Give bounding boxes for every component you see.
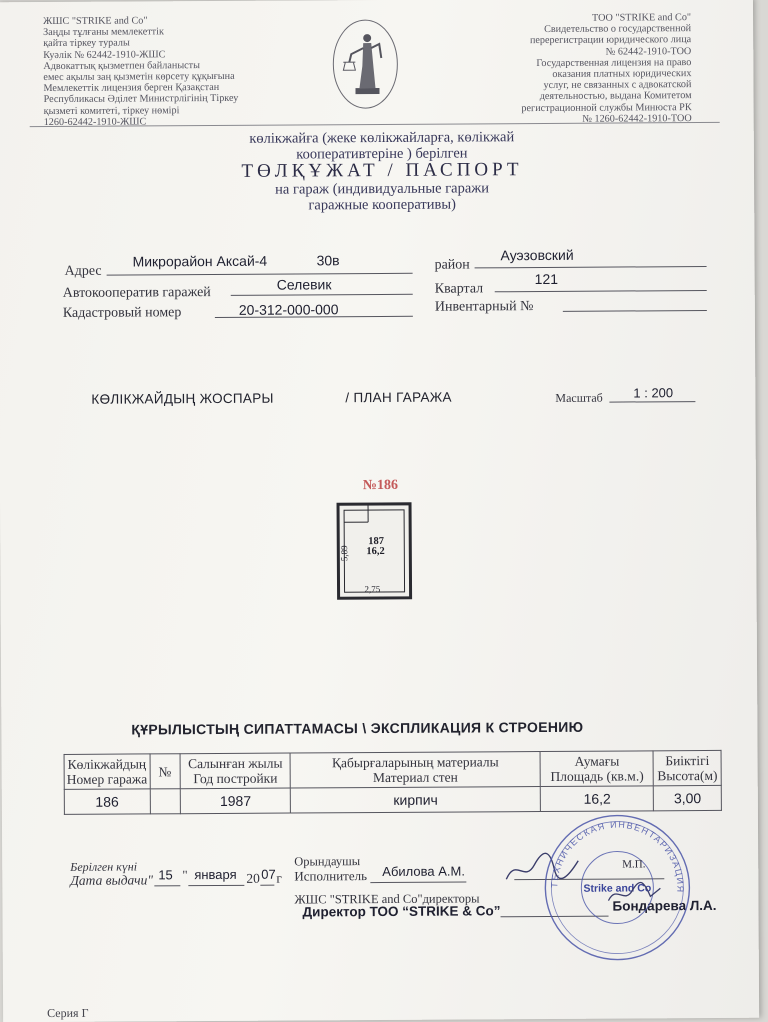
director-signature-icon (606, 878, 662, 908)
inventory-label: Инвентарный № (435, 299, 534, 316)
issue-day: 15 (158, 867, 173, 882)
executor-name: Абилова А.М. (382, 863, 465, 879)
header-left-line: ЖШС "STRIKE and Co" (43, 15, 238, 27)
header-right-line: услуг, не связанных с адвокатской (467, 79, 691, 92)
issued-label-ru: Дата выдачи" (70, 872, 153, 889)
quote-mark: " (182, 867, 187, 883)
inventory-underline (563, 310, 707, 312)
header-right-line: ТОО "STRIKE and Co" (467, 12, 691, 25)
scale-underline (609, 401, 695, 403)
cadastral-label: Кадастровый номер (63, 305, 182, 322)
coop-value: Селевик (277, 276, 332, 292)
quarter-underline (495, 290, 707, 292)
themis-logo-icon (331, 18, 400, 110)
cadastral-value: 20-312-000-000 (239, 301, 339, 318)
issue-year: 07 (261, 867, 276, 882)
header-right-block (467, 12, 692, 125)
issue-month: января (194, 867, 236, 882)
header-right-line: № 1260-62442-1910-ТОО (468, 113, 692, 126)
issued-label-kz: Берілген күні (70, 859, 137, 874)
stamp-ring-text: ТЕХНИЧЕСКАЯ ИНВЕНТАРИЗАЦИЯ (549, 819, 686, 895)
title-kz-line1: көлікжайға (жеке көлікжайларға, көлікжай (0, 128, 766, 150)
scale-label: Масштаб (555, 391, 602, 406)
cell-material: кирпич (290, 787, 540, 814)
header-cell: № (150, 754, 181, 789)
table-row (64, 785, 721, 814)
dimension-side: 5,89 (339, 545, 349, 561)
header-right-line: регистрационной службы Минюста РК (468, 102, 692, 115)
room-number: 187 (368, 536, 384, 547)
header-left-block (43, 15, 238, 128)
header-left-line: емес ақылы заң қызметін көрсету құқығына (43, 71, 238, 83)
header-cell: Салынған жылы Год постройки (180, 753, 290, 789)
header-left-line: қайта тіркеу туралы (43, 37, 238, 49)
scale-value: 1 : 200 (633, 385, 673, 400)
header-left-line: қызметі комитеті, тіркеу нөмірі (44, 104, 239, 116)
director-label-ru: Директор ТОО “STRIKE & Co” (302, 903, 500, 919)
address-underline (107, 273, 413, 276)
header-left-line: Адвокаттық қызметпен байланысты (43, 60, 238, 72)
series-label: Серия Г (47, 1006, 88, 1021)
header-right-line: Свидетельство о государственной (467, 23, 691, 36)
director-label-kz: ЖШС "STRIKE and Co"директоры (294, 891, 479, 907)
room-area: 16,2 (366, 546, 384, 557)
title-ru-line2: гаражные кооперативы) (0, 195, 766, 217)
cell-year: 1987 (180, 788, 290, 814)
quarter-label: Квартал (435, 281, 484, 297)
district-value: Ауэзовский (500, 247, 573, 263)
seal-place-label: М.П. (622, 858, 645, 870)
header-left-line: 1260-62442-1910-ЖШС (44, 116, 239, 128)
director-name: Бондарева Л.А. (612, 898, 716, 914)
cell-garage-no: 186 (64, 789, 150, 815)
executor-underline (370, 881, 466, 883)
coop-underline (231, 294, 413, 296)
month-underline (188, 885, 244, 886)
year-suffix-g: г (276, 871, 282, 887)
header-left-line: Мемлекеттік лицензия берген Қазақстан (43, 82, 238, 94)
year-underline (260, 885, 274, 886)
district-label: район (435, 257, 470, 273)
header-cell: Қабырғаларының материалы Материал стен (290, 752, 540, 789)
header-left-line: Куәлік № 62442-1910-ЖШС (43, 48, 238, 60)
executor-label-ru: Исполнитель (294, 868, 367, 884)
cell-no (150, 789, 181, 814)
header-cell: Биіктігі Высота(м) (653, 750, 721, 785)
address-value: Микрорайон Аксай-4 (132, 253, 267, 270)
stamp-center-text: Strike and Co (583, 882, 651, 894)
header-right-line: оказания платных юридических (467, 68, 691, 81)
explication-title: ҚҰРЫЛЫСТЫҢ СИПАТТАМАСЫ \ ЭКСПЛИКАЦИЯ К СТРОЕНИЮ (131, 719, 583, 738)
district-underline (475, 266, 707, 268)
header-right-line: деятельностью, выдана Комитетом (468, 91, 692, 104)
garage-number-label: №186 (363, 478, 398, 494)
plan-title-ru: / ПЛАН ГАРАЖА (345, 390, 452, 406)
header-right-line: № 62442-1910-ТОО (467, 46, 691, 59)
header-left-line: Заңды тұлғаны мемлекеттік (43, 26, 238, 38)
day-underline (154, 885, 180, 886)
address-number: 30в (316, 252, 339, 268)
title-kz-line2: кооперативтеріне ) берілген (0, 144, 766, 166)
cell-height: 3,00 (654, 785, 722, 810)
header-left-line: Республикасы Әділет Министрлігінің Тіркеу (44, 93, 239, 105)
year-prefix: 20 (246, 871, 260, 887)
header-right-line: перерегистрации юридического лица (467, 34, 691, 47)
address-label: Адрес (65, 264, 102, 280)
table-header-row (64, 750, 721, 789)
quarter-value: 121 (535, 271, 558, 287)
coop-label: Автокооператив гаражей (63, 285, 211, 302)
dimension-bottom: 2,75 (365, 584, 381, 594)
header-cell: Аумағы Площадь (кв.м.) (540, 751, 653, 787)
page-title: ТӨЛҚҰЖАТ / ПАСПОРТ (0, 158, 766, 185)
plan-title-kz: КӨЛІКЖАЙДЫҢ ЖОСПАРЫ (91, 391, 273, 407)
header-right-line: Государственная лицензия на право (467, 57, 691, 70)
explication-table (64, 750, 722, 815)
cell-area: 16,2 (541, 786, 654, 812)
title-ru-line1: на гараж (индивидуальные гаражи (0, 179, 766, 201)
header-cell: Көлікжайдың Номер гаража (64, 754, 150, 790)
executor-label-kz: Орындаушы (294, 854, 360, 869)
